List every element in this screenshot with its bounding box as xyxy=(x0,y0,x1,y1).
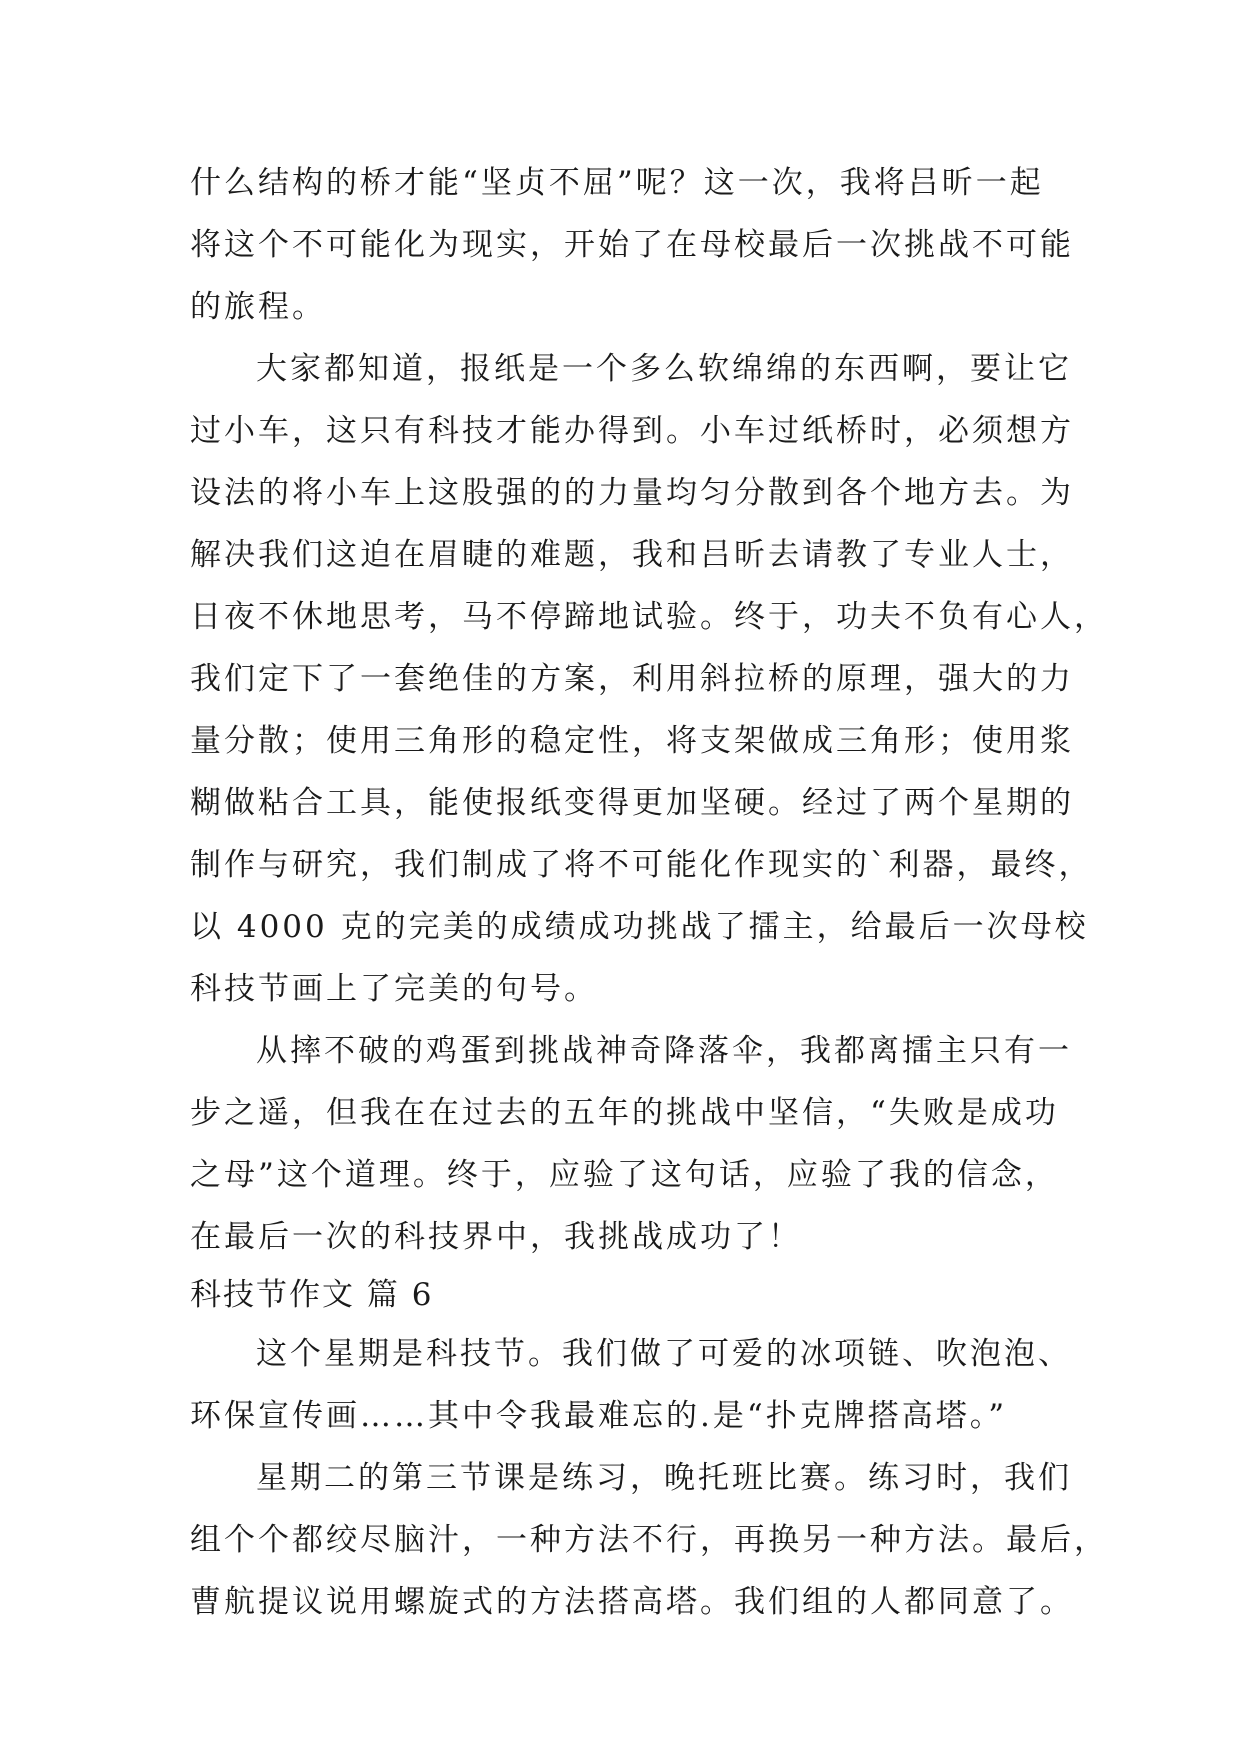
text-line: 糊做粘合工具，能使报纸变得更加坚硬。经过了两个星期的 xyxy=(190,785,1074,821)
text-line: 以 4000 克的完美的成绩成功挑战了擂主，给最后一次母校 xyxy=(190,909,1089,945)
text-line: 什么结构的桥才能“坚贞不屈”呢？这一次，我将吕昕一起 xyxy=(190,165,1044,201)
section-heading: 科技节作文 篇 6 xyxy=(190,1277,434,1313)
text-line: 的旅程。 xyxy=(190,289,326,325)
text-line: 制作与研究，我们制成了将不可能化作现实的`利器，最终， xyxy=(190,847,1093,883)
document-body xyxy=(190,152,1108,1633)
text-line: 曹航提议说用螺旋式的方法搭高塔。我们组的人都同意了。 xyxy=(190,1584,1074,1620)
paragraph-first-line: 这个星期是科技节。我们做了可爱的冰项链、吹泡泡、 xyxy=(256,1336,1072,1372)
paragraph-first-line: 大家都知道，报纸是一个多么软绵绵的东西啊，要让它 xyxy=(256,351,1072,387)
text-line: 科技节画上了完美的句号。 xyxy=(190,971,598,1007)
text-line: 过小车，这只有科技才能办得到。小车过纸桥时，必须想方 xyxy=(190,413,1074,449)
text-line: 在最后一次的科技界中，我挑战成功了！ xyxy=(190,1219,802,1255)
text-line: 解决我们这迫在眉睫的难题，我和吕昕去请教了专业人士， xyxy=(190,537,1074,573)
text-line: 步之遥，但我在在过去的五年的挑战中坚信，“失败是成功 xyxy=(190,1095,1059,1131)
text-line: 设法的将小车上这股强的的力量均匀分散到各个地方去。为 xyxy=(190,475,1074,511)
paragraph-first-line: 从摔不破的鸡蛋到挑战神奇降落伞，我都离擂主只有一 xyxy=(256,1033,1072,1069)
text-line: 日夜不休地思考，马不停蹄地试验。终于，功夫不负有心人， xyxy=(190,599,1108,635)
paragraph-first-line: 星期二的第三节课是练习，晚托班比赛。练习时，我们 xyxy=(256,1460,1072,1496)
text-line: 将这个不可能化为现实，开始了在母校最后一次挑战不可能 xyxy=(190,227,1074,263)
text-line: 我们定下了一套绝佳的方案，利用斜拉桥的原理，强大的力 xyxy=(190,661,1074,697)
text-line: 组个个都绞尽脑汁，一种方法不行，再换另一种方法。最后， xyxy=(190,1522,1108,1558)
text-line: 之母”这个道理。终于，应验了这句话，应验了我的信念， xyxy=(190,1157,1059,1193)
text-line: 环保宣传画……其中令我最难忘的.是“扑克牌搭高塔。” xyxy=(190,1398,1008,1434)
text-line: 量分散；使用三角形的稳定性，将支架做成三角形；使用浆 xyxy=(190,723,1074,759)
